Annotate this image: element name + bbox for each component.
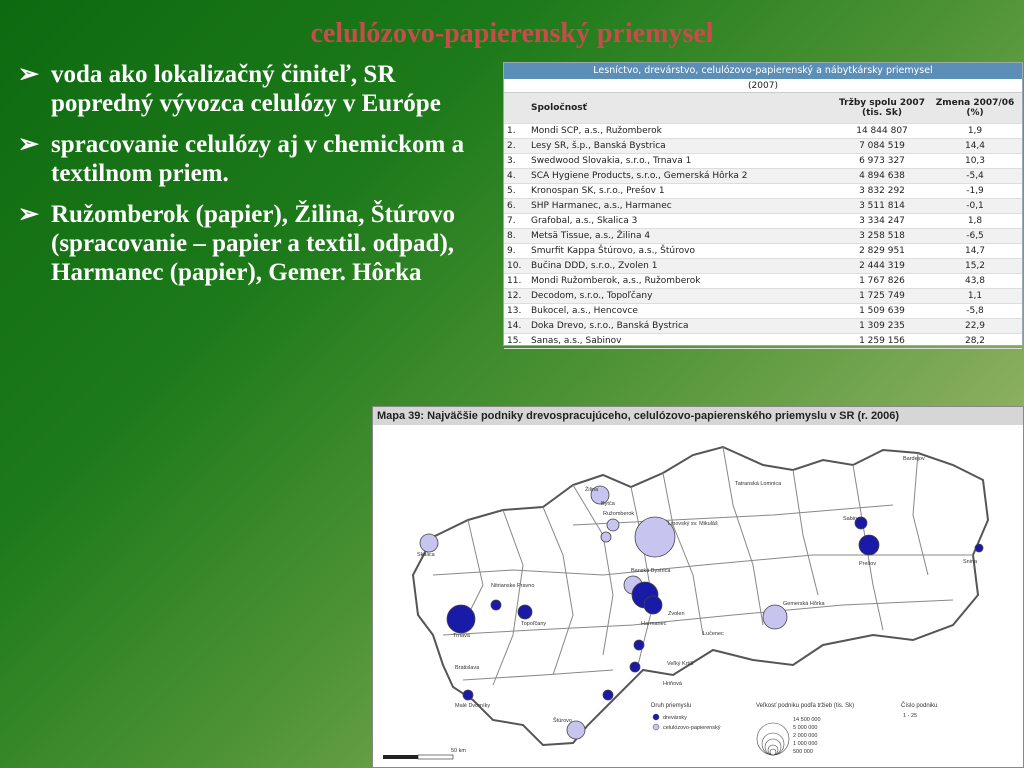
sales-cell: 6 973 327 <box>836 153 928 168</box>
table-year: (2007) <box>504 79 1022 93</box>
legend-number-title: Číslo podniku <box>901 703 938 709</box>
col-company-header: Spoločnosť <box>528 93 836 123</box>
sales-cell: 3 832 292 <box>836 183 928 198</box>
slide-title: celulózovo-papierenský priemysel <box>310 18 714 49</box>
place-label: Bytča <box>601 501 615 507</box>
bullet-item <box>18 60 488 118</box>
place-label: Lučenec <box>703 631 724 637</box>
company-cell: Lesy SR, š.p., Banská Bystrica <box>528 138 836 153</box>
legend-size-value: 2 000 000 <box>793 733 818 739</box>
table-body <box>504 123 1022 348</box>
rank-cell: 14. <box>504 318 528 333</box>
col-change-header: Zmena 2007/06 (%) <box>928 93 1022 123</box>
place-label: Trnava <box>453 633 470 639</box>
bullet-text: Ružomberok (papier), Žilina, Štúrovo (spracovanie – papier a textil. odpad), Harmanec (papier), Gemer. Hôrka <box>51 201 455 286</box>
rank-cell: 10. <box>504 258 528 273</box>
scale-bar-label: 50 km <box>451 748 466 754</box>
company-cell: Metsä Tissue, a.s., Žilina 4 <box>528 228 836 243</box>
wood-company-marker <box>859 535 879 555</box>
wood-company-marker <box>491 600 501 610</box>
legend-type-label: drevársky <box>663 715 687 721</box>
map-card <box>372 406 1024 768</box>
change-cell: -6,5 <box>928 228 1022 243</box>
table-row <box>504 288 1022 303</box>
scale-bar-segment <box>383 755 418 759</box>
rank-cell: 2. <box>504 138 528 153</box>
sales-cell: 7 084 519 <box>836 138 928 153</box>
place-label: Ružomberok <box>603 511 635 517</box>
place-label: Nitrianske Pravno <box>491 583 535 589</box>
bullet-item <box>18 200 488 287</box>
sales-cell: 2 444 319 <box>836 258 928 273</box>
place-label: Gemerská Hôrka <box>783 601 825 607</box>
change-cell: 15,2 <box>928 258 1022 273</box>
rank-cell: 12. <box>504 288 528 303</box>
sales-cell: 2 829 951 <box>836 243 928 258</box>
place-label: Snina <box>963 559 978 565</box>
table-row <box>504 318 1022 333</box>
table-title: Lesníctvo, drevárstvo, celulózovo-papierenský a nábytkársky priemysel <box>504 63 1022 79</box>
companies-table-card <box>503 62 1023 346</box>
wood-company-marker <box>644 596 662 614</box>
place-label: Bratislava <box>455 665 480 671</box>
place-label: Hriňová <box>663 681 682 687</box>
change-cell: 1,9 <box>928 123 1022 138</box>
rank-cell: 7. <box>504 213 528 228</box>
legend-size-value: 14 500 000 <box>793 717 821 723</box>
place-label: Banská Bystrica <box>631 568 671 574</box>
rank-cell: 1. <box>504 123 528 138</box>
change-cell: 14,7 <box>928 243 1022 258</box>
table-row <box>504 333 1022 348</box>
company-cell: Smurfit Kappa Štúrovo, a.s., Štúrovo <box>528 243 836 258</box>
place-label: Topoľčany <box>521 621 547 627</box>
company-cell: Grafobal, a.s., Skalica 3 <box>528 213 836 228</box>
change-cell: 22,9 <box>928 318 1022 333</box>
table-row <box>504 138 1022 153</box>
sales-cell: 1 259 156 <box>836 333 928 348</box>
legend-size-circle <box>770 749 776 755</box>
wood-company-marker <box>518 605 532 619</box>
place-label: Tatranská Lomnica <box>735 481 782 487</box>
legend-type-label: celulózovo-papierenský <box>663 725 721 731</box>
sales-cell: 3 511 814 <box>836 198 928 213</box>
change-cell: -5,8 <box>928 303 1022 318</box>
rank-cell: 4. <box>504 168 528 183</box>
table-row <box>504 303 1022 318</box>
place-label: Zvolen <box>668 611 685 617</box>
legend-size-circle <box>768 745 778 755</box>
place-label: Malé Dvorníky <box>455 703 491 709</box>
sales-cell: 3 334 247 <box>836 213 928 228</box>
rank-cell: 8. <box>504 228 528 243</box>
table-row <box>504 168 1022 183</box>
table-row <box>504 183 1022 198</box>
legend-size-value: 500 000 <box>793 749 813 755</box>
sales-cell: 4 894 638 <box>836 168 928 183</box>
table-row <box>504 228 1022 243</box>
table-header-row <box>504 93 1022 123</box>
sales-cell: 1 509 639 <box>836 303 928 318</box>
change-cell: 14,4 <box>928 138 1022 153</box>
paper-company-marker <box>420 534 438 552</box>
paper-company-marker <box>607 519 619 531</box>
place-label: Bardejov <box>903 456 925 462</box>
rank-cell: 15. <box>504 333 528 348</box>
table-row <box>504 243 1022 258</box>
company-cell: Kronospan SK, s.r.o., Prešov 1 <box>528 183 836 198</box>
bullet-text: voda ako lokalizačný činiteľ, SR popredný vývozca celulózy v Európe <box>51 61 441 117</box>
legend-size-value: 5 000 000 <box>793 725 818 731</box>
wood-company-marker <box>463 690 473 700</box>
company-cell: Mondi SCP, a.s., Ružomberok <box>528 123 836 138</box>
change-cell: -1,9 <box>928 183 1022 198</box>
legend-type-title: Druh priemyslu <box>651 703 692 709</box>
rank-cell: 5. <box>504 183 528 198</box>
slovakia-map <box>373 425 1023 767</box>
wood-company-marker <box>634 640 644 650</box>
place-label: Štúrovo <box>553 718 572 724</box>
rank-cell: 9. <box>504 243 528 258</box>
change-cell: 28,2 <box>928 333 1022 348</box>
paper-company-marker <box>763 605 787 629</box>
arrow-bullet-icon: ➢ <box>18 61 39 88</box>
place-label: Skalica <box>417 552 435 558</box>
col-sales-header: Tržby spolu 2007 (tis. Sk) <box>836 93 928 123</box>
legend-wood-swatch <box>653 714 659 720</box>
map-title: Mapa 39: Najväčšie podniky drevospracujúceho, celulózovo-papierenského priemyslu v SR (r. 2006) <box>373 407 1023 425</box>
col-rank-header <box>504 93 528 123</box>
change-cell: -0,1 <box>928 198 1022 213</box>
company-cell: Decodom, s.r.o., Topoľčany <box>528 288 836 303</box>
arrow-bullet-icon: ➢ <box>18 131 39 158</box>
change-cell: -5,4 <box>928 168 1022 183</box>
legend-size-value: 1 000 000 <box>793 741 818 747</box>
company-cell: Doka Drevo, s.r.o., Banská Bystrica <box>528 318 836 333</box>
place-label: Žilina <box>585 487 599 493</box>
place-label: Prešov <box>859 561 877 567</box>
table-row <box>504 258 1022 273</box>
company-cell: Swedwood Slovakia, s.r.o., Trnava 1 <box>528 153 836 168</box>
wood-company-marker <box>630 662 640 672</box>
arrow-bullet-icon: ➢ <box>18 201 39 228</box>
wood-company-marker <box>603 690 613 700</box>
sales-cell: 1 725 749 <box>836 288 928 303</box>
companies-table <box>504 93 1022 349</box>
place-label: Harmanec <box>641 621 667 627</box>
table-row <box>504 153 1022 168</box>
change-cell: 43,8 <box>928 273 1022 288</box>
rank-cell: 3. <box>504 153 528 168</box>
table-row <box>504 273 1022 288</box>
change-cell: 10,3 <box>928 153 1022 168</box>
change-cell: 1,8 <box>928 213 1022 228</box>
bullet-list <box>18 60 488 299</box>
rank-cell: 11. <box>504 273 528 288</box>
rank-cell: 13. <box>504 303 528 318</box>
legend-size-circle <box>765 739 781 755</box>
place-label: Sabinov <box>843 516 863 522</box>
sales-cell: 1 309 235 <box>836 318 928 333</box>
table-row <box>504 198 1022 213</box>
sales-cell: 14 844 807 <box>836 123 928 138</box>
rank-cell: 6. <box>504 198 528 213</box>
legend-paper-swatch <box>653 724 659 730</box>
company-cell: SHP Harmanec, a.s., Harmanec <box>528 198 836 213</box>
country-outline <box>413 447 988 745</box>
wood-company-marker <box>447 605 475 633</box>
paper-company-marker <box>601 532 611 542</box>
place-label: Lipovský sv. Mikuláš <box>668 521 718 527</box>
bullet-text: spracovanie celulózy aj v chemickom a textilnom priem. <box>51 131 465 187</box>
table-row <box>504 213 1022 228</box>
legend-size-title: Veľkosť podniku podľa tržieb (tis. Sk) <box>756 703 855 709</box>
company-cell: Sanas, a.s., Sabinov <box>528 333 836 348</box>
sales-cell: 3 258 518 <box>836 228 928 243</box>
company-cell: Bučina DDD, s.r.o., Zvolen 1 <box>528 258 836 273</box>
table-row <box>504 123 1022 138</box>
sales-cell: 1 767 826 <box>836 273 928 288</box>
wood-company-marker <box>975 544 983 552</box>
place-label: Veľký Krtíš <box>667 661 694 667</box>
change-cell: 1,1 <box>928 288 1022 303</box>
company-cell: Mondi Ružomberok, a.s., Ružomberok <box>528 273 836 288</box>
scale-bar-segment <box>418 755 453 759</box>
legend-number-range: 1 - 25 <box>903 713 918 719</box>
company-cell: Bukocel, a.s., Hencovce <box>528 303 836 318</box>
bullet-item <box>18 130 488 188</box>
company-cell: SCA Hygiene Products, s.r.o., Gemerská Hôrka 2 <box>528 168 836 183</box>
